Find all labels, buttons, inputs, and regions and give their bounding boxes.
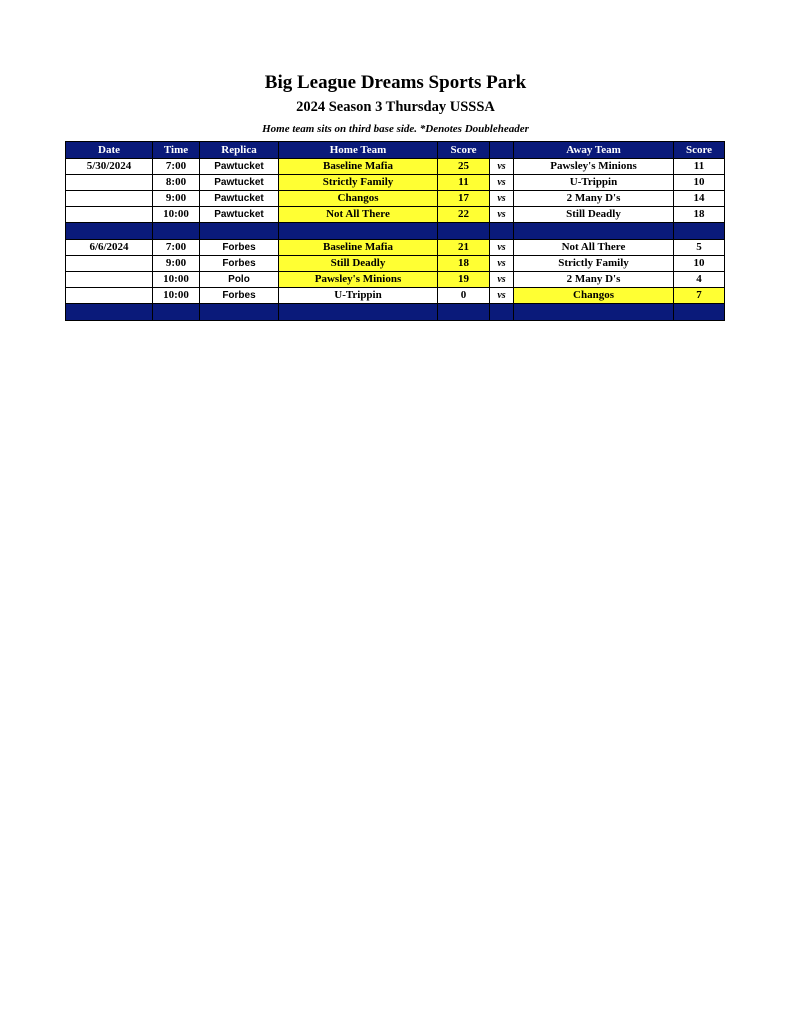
replica-cell: Pawtucket <box>200 175 279 191</box>
vs-cell: vs <box>490 288 514 304</box>
time-cell: 10:00 <box>153 207 200 223</box>
date-cell <box>66 191 153 207</box>
home-score-cell: 25 <box>438 159 490 175</box>
away-score-cell: 11 <box>674 159 725 175</box>
home-score-cell: 17 <box>438 191 490 207</box>
away-score-cell: 14 <box>674 191 725 207</box>
column-header-home-team: Home Team <box>279 142 438 159</box>
vs-cell: vs <box>490 240 514 256</box>
time-cell: 7:00 <box>153 159 200 175</box>
away-team-cell: 2 Many D's <box>514 191 674 207</box>
home-score-cell: 22 <box>438 207 490 223</box>
home-team-cell: Not All There <box>279 207 438 223</box>
away-team-cell: Still Deadly <box>514 207 674 223</box>
table-header-row <box>66 142 725 159</box>
replica-cell: Polo <box>200 272 279 288</box>
time-cell: 10:00 <box>153 272 200 288</box>
date-cell <box>66 256 153 272</box>
time-cell: 8:00 <box>153 175 200 191</box>
away-team-cell: 2 Many D's <box>514 272 674 288</box>
away-score-cell: 10 <box>674 256 725 272</box>
table-row <box>66 272 725 288</box>
home-team-cell: Changos <box>279 191 438 207</box>
date-cell <box>66 288 153 304</box>
home-team-cell: Strictly Family <box>279 175 438 191</box>
home-team-cell: Baseline Mafia <box>279 240 438 256</box>
home-score-cell: 0 <box>438 288 490 304</box>
vs-cell: vs <box>490 256 514 272</box>
column-header-away-score: Score <box>674 142 725 159</box>
home-score-cell: 18 <box>438 256 490 272</box>
column-header-vs <box>490 142 514 159</box>
time-cell: 9:00 <box>153 256 200 272</box>
date-cell: 6/6/2024 <box>66 240 153 256</box>
date-cell <box>66 207 153 223</box>
page-title: Big League Dreams Sports Park <box>264 72 527 93</box>
away-score-cell: 4 <box>674 272 725 288</box>
away-score-cell: 5 <box>674 240 725 256</box>
replica-cell: Forbes <box>200 240 279 256</box>
home-score-cell: 19 <box>438 272 490 288</box>
away-score-cell: 10 <box>674 175 725 191</box>
away-team-cell: Strictly Family <box>514 256 674 272</box>
away-score-cell: 18 <box>674 207 725 223</box>
table-row <box>66 240 725 256</box>
table-row <box>66 159 725 175</box>
replica-cell: Pawtucket <box>200 159 279 175</box>
column-header-replica: Replica <box>200 142 279 159</box>
vs-cell: vs <box>490 175 514 191</box>
home-team-cell: U-Trippin <box>279 288 438 304</box>
vs-cell: vs <box>490 191 514 207</box>
home-team-cell: Still Deadly <box>279 256 438 272</box>
table-row <box>66 191 725 207</box>
away-score-cell: 7 <box>674 288 725 304</box>
away-team-cell: U-Trippin <box>514 175 674 191</box>
date-cell <box>66 272 153 288</box>
time-cell: 9:00 <box>153 191 200 207</box>
date-cell <box>66 175 153 191</box>
vs-cell: vs <box>490 159 514 175</box>
column-header-home-score: Score <box>438 142 490 159</box>
away-team-cell: Not All There <box>514 240 674 256</box>
vs-cell: vs <box>490 207 514 223</box>
separator-band <box>66 223 725 240</box>
away-team-cell: Pawsley's Minions <box>514 159 674 175</box>
home-score-cell: 11 <box>438 175 490 191</box>
table-row <box>66 256 725 272</box>
time-cell: 7:00 <box>153 240 200 256</box>
table-row <box>66 207 725 223</box>
separator-band <box>66 304 725 321</box>
vs-cell: vs <box>490 272 514 288</box>
schedule-note: Home team sits on third base side. *Denotes Doubleheader <box>262 123 529 135</box>
replica-cell: Pawtucket <box>200 207 279 223</box>
replica-cell: Forbes <box>200 288 279 304</box>
time-cell: 10:00 <box>153 288 200 304</box>
away-team-cell: Changos <box>514 288 674 304</box>
page-subtitle: 2024 Season 3 Thursday USSSA <box>296 99 495 115</box>
date-cell: 5/30/2024 <box>66 159 153 175</box>
home-team-cell: Pawsley's Minions <box>279 272 438 288</box>
home-team-cell: Baseline Mafia <box>279 159 438 175</box>
replica-cell: Forbes <box>200 256 279 272</box>
column-header-date: Date <box>66 142 153 159</box>
table-row <box>66 175 725 191</box>
table-row <box>66 288 725 304</box>
column-header-away-team: Away Team <box>514 142 674 159</box>
column-header-time: Time <box>153 142 200 159</box>
schedule-table <box>65 141 725 321</box>
home-score-cell: 21 <box>438 240 490 256</box>
replica-cell: Pawtucket <box>200 191 279 207</box>
